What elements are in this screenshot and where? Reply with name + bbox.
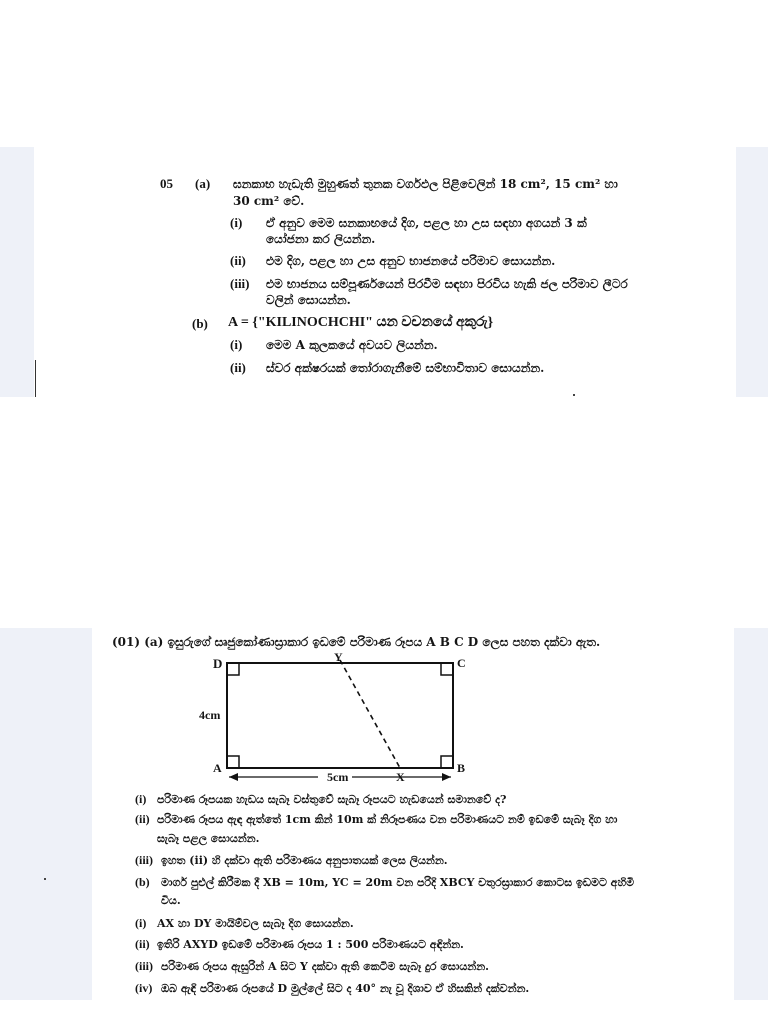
item-label: (i) (230, 215, 243, 230)
vertex-label-d: D (213, 656, 223, 671)
item-label: (iii) (135, 853, 153, 867)
item-text: මාර්ග පුළුල් කිරීමක දී XB = 10m, YC = 20m වන පරිදි XBCY චතුරස්‍රාකාර කොටස ඉඩමට අහිමි (161, 876, 635, 889)
item-text: පරිමාණ රූපයක හැඩය සැබෑ වස්තුවේ සැබෑ රූපයට හැඩයෙන් සමානවේ ද? (157, 793, 507, 806)
vertex-label-a: A (213, 761, 222, 775)
part-a-line2: 30 cm² වේ. (233, 194, 305, 208)
item-text: ඒ අනුව මෙම ඝනකාභයේ දිග, පළල හා උස සඳහා අගයන් 3 ක් (266, 216, 587, 230)
item-text: එම භාජනය සම්පූර්ණයෙන් පිරවීම සඳහා පිරවිය හැකි ජල පරිමාව ලීටර (266, 277, 628, 291)
item-label: (iii) (135, 959, 153, 973)
vertex-label-b: B (457, 761, 466, 775)
item-label: (i) (230, 337, 243, 352)
vertex-label-c: C (457, 656, 466, 670)
item-label: (ii) (230, 360, 246, 375)
item-text: පරිමාණ රූපය ඇඳ ඇත්තේ 1cm කින් 10m ක් නිරූපණය වන පරිමාණයට නම් ඉඩමේ සැබෑ දිග හා (157, 813, 618, 826)
item-label: (ii) (135, 812, 150, 826)
item-label: (i) (135, 916, 147, 930)
item-text: මෙම A කුලකයේ අවයව ලියන්න. (266, 338, 438, 352)
item-label: (b) (135, 875, 150, 889)
item-text: AX හා DY මායිම්වල සැබෑ දිග සොයන්න. (157, 917, 354, 930)
item-text: ස්වර අක්ෂරයක් තෝරාගැනීමේ සම්භාවිතාව සොයන්න. (266, 361, 545, 375)
item-label: (ii) (135, 937, 150, 951)
height-label: 4cm (199, 708, 221, 722)
scan-speck (573, 394, 575, 396)
item-text: වලින් සොයන්න. (266, 293, 351, 307)
item-text: පරිමාණ රූපය ඇසුරින් A සිට Y දක්වා ඇති කෙටිම සැබෑ දුර සොයන්න. (161, 960, 490, 973)
item-label: (iv) (135, 981, 153, 995)
scan-speck (44, 878, 46, 880)
point-label-y: Y (334, 650, 343, 664)
question-number: 05 (160, 176, 173, 191)
question-header: (01) (a) ඉසුරුගේ සෘජුකෝණාස්‍රාකාර ඉඩමේ පරිමාණ රූපය A B C D ලෙස පහත දක්වා ඇත. (112, 635, 601, 649)
part-a-label: (a) (195, 176, 211, 191)
item-text: විය. (161, 894, 181, 907)
point-label-x: X (396, 770, 405, 784)
item-text: ඉහත (ii) හි දක්වා ඇති පරිමාණය අනුපාතයක් ලෙස ලියන්න. (161, 854, 448, 867)
part-a-line1: ඝනකාභ හැඩැති මුහුණත් තුනක වර්ගඵල පිළිවෙලින් 18 cm², 15 cm² හා (233, 177, 618, 191)
item-text: එම දිග, පළල හා උස අනුව භාජනයේ පරිමාව සොයන්න. (266, 254, 556, 268)
item-label: (iii) (230, 276, 250, 291)
item-label: (i) (135, 792, 147, 806)
item-text: සැබෑ පළල සොයන්න. (157, 832, 260, 845)
part-b-label: (b) (192, 316, 208, 331)
item-label: (ii) (230, 253, 246, 268)
part-b-text: A = {"KILINOCHCHI" යන වචනයේ අකුරු} (228, 315, 494, 330)
width-label: 5cm (327, 770, 349, 784)
item-text: යෝජනා කර ලියන්න. (266, 232, 376, 246)
item-text: ඉතිරි AXYD ඉඩමේ පරිමාණ රූපය 1 : 500 පරිමාණයට අඳින්න. (157, 938, 464, 951)
item-text: ඔබ ඇඳි පරිමාණ රූපයේ D මුල්ලේ සිට ද 40° නැ වූ දිශාව ඒ හිසකින් දක්වන්න. (161, 982, 530, 995)
